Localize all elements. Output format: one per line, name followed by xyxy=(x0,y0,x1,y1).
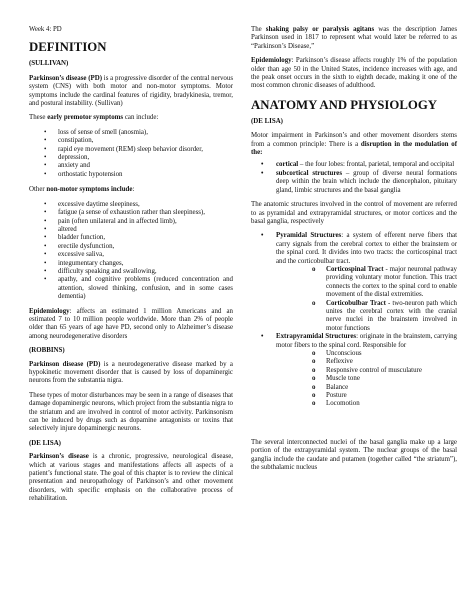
tracts-list xyxy=(312,266,457,333)
list-item: • loss of sense of smell (anosmia), xyxy=(29,129,233,137)
pd-definition-text: is a progressive disorder of the central nervous system (CNS) with both motor and non-motor symptoms. Motor symptoms include the cardinal features of rigidity, bradykinesia, tremor, and postural instability. (Sullivan) xyxy=(29,74,233,108)
list-item: • depression, xyxy=(29,154,233,162)
nonmotor-intro: Other non-motor symptoms include: xyxy=(29,186,135,194)
list-item: o Corticospinal Tract - major neuronal pathway providing voluntary motor function. This tract connects the cortex to the spinal cord to enable movement of the distal extremities. xyxy=(312,266,457,300)
right-column xyxy=(251,26,457,472)
epidemiology-term: Epidemiology xyxy=(251,57,292,65)
left-column xyxy=(29,26,233,504)
list-item: • altered xyxy=(29,226,233,234)
shaking-palsy-paragraph: The shaking palsy or paralysis agitans was the description James Parkinson used in 1817 to represent what would later be referred to as “Parkinson’s Disease,” xyxy=(251,26,457,50)
basal-ganglia-paragraph: The several interconnected nuclei of the basal ganglia make up a large portion of the extrapyramidal system. The nuclear groups of the basal ganglia include the caudate and putamen (together called “the striatum”), the subthalamic nucleus xyxy=(251,438,457,472)
motor-impairment-paragraph: Motor impairment in Parkinson’s and other movement disorders stems from a common principle: There is a disruption in the modulation of the: xyxy=(251,132,457,157)
list-item: o Responsive control of musculature xyxy=(312,367,457,375)
list-item: • rapid eye movement (REM) sleep behavior disorder, xyxy=(29,146,233,154)
list-item: o Posture xyxy=(312,392,457,400)
list-item: o Locomotion xyxy=(312,400,457,408)
delisa-definition-paragraph: Parkinson’s disease is a chronic, progressive, neurological disease, which at various stages and manifestations affects all aspects of a patient’s functional state. The goal of this chapter is to review the clinical presentation and neuropathology of Parkinson’s and other movement disorders, with specific emphasis on the collaborative process of rehabilitation. xyxy=(29,453,233,503)
list-item: • apathy, and cognitive problems (reduced concentration and attention, slowed thinking, confusion, and in some cases dementia) xyxy=(29,276,233,301)
anatomy-heading: ANATOMY AND PHYSIOLOGY xyxy=(251,97,438,112)
list-item: • excessive daytime sleepiness, xyxy=(29,201,233,209)
robbins-term: Parkinson disease (PD) xyxy=(29,360,101,368)
modulation-list xyxy=(251,161,457,195)
responsibilities-list xyxy=(312,350,457,409)
definition-heading: DEFINITION xyxy=(29,40,107,55)
epidemiology-paragraph-right: Epidemiology: Parkinson’s disease affects roughly 1% of the population older than age 50 in the United States, incidence increases with age, and the peak onset occurs in the sixth to eighth decade, making it one of the most common chronic diseases of adulthood. xyxy=(251,57,457,90)
list-item: • anxiety and xyxy=(29,162,233,170)
sullivan-heading: (SULLIVAN) xyxy=(29,60,69,68)
list-item: • pain (often unilateral and in affected limb), xyxy=(29,218,233,226)
list-item: o Corticobulbar Tract - two-neuron path which unites the cerebral cortex with the cranial nerve nuclei in the brainstem involved in motor functions xyxy=(312,300,457,334)
list-item: o Reflexive xyxy=(312,358,457,366)
epidemiology-term: Epidemiology xyxy=(29,307,70,315)
list-item: • Extrapyramidal Structures: originate in the brainstem, carrying motor fibers to the spinal cord. Responsible for o Unconscious o Reflexive o Responsive control of musculature o Muscle tone o Balance o Posture o Locomotion xyxy=(251,333,457,409)
disruption-term: disruption in the modulation of the: xyxy=(251,140,457,157)
list-item: • constipation, xyxy=(29,137,233,145)
nonmotor-term: non-motor symptoms include xyxy=(46,186,133,194)
list-item: • fatigue (a sense of exhaustion rather than sleepiness), xyxy=(29,209,233,217)
list-item: o Balance xyxy=(312,384,457,392)
list-item: • Pyramidal Structures: a system of efferent nerve fibers that carry signals from the cerebral cortex to either the brainstem or the spinal cord. It divides into two tracts: the corticospinal tract and the corticobulbar tract. o Corticospinal Tract - major neuronal pathway providing voluntary motor function. This tract connects the cortex to the spinal cord to enable movement of the distal extremities. o Corticobulbar Tract - two-neuron path which unites the cerebral cortex with the cranial nerve nuclei in the brainstem involved in motor functions xyxy=(251,232,457,333)
delisa-heading-right: (DE LISA) xyxy=(251,117,283,125)
extrapyramidal-term: Extrapyramidal Structures xyxy=(276,333,357,341)
list-item: o Muscle tone xyxy=(312,375,457,383)
shaking-palsy-term: shaking palsy or paralysis agitans xyxy=(265,26,375,33)
premotor-list xyxy=(29,129,233,179)
pd-term: Parkinson’s disease (PD) xyxy=(29,74,102,82)
list-item: • cortical – the four lobes: frontal, parietal, temporal and occipital xyxy=(251,161,457,169)
robbins-definition-paragraph: Parkinson disease (PD) is a neurodegenerative disease marked by a hypokinetic movement disorder that is caused by loss of dopaminergic neurons from the substantia nigra. xyxy=(29,360,233,385)
pyramidal-term: Pyramidal Structures xyxy=(276,232,342,240)
week-label: Week 4: PD xyxy=(29,26,62,33)
premotor-intro: These early premotor symptoms can include: xyxy=(29,114,159,122)
robbins-heading: (ROBBINS) xyxy=(29,347,65,355)
pd-definition-paragraph xyxy=(29,75,233,109)
robbins-paragraph: These types of motor disturbances may be seen in a range of diseases that damage dopaminergic neurons, which project from the substantia nigra to the striatum and are involved in control of motor activity. Parkinsonism can be induced by drugs such as dopamine antagonists or toxins that selectively injure dopaminergic neurons. xyxy=(29,391,233,433)
list-item: • excessive saliva, xyxy=(29,251,233,259)
delisa-term: Parkinson’s disease xyxy=(29,453,89,461)
list-item: o Unconscious xyxy=(312,350,457,358)
list-item: • orthostatic hypotension xyxy=(29,171,233,179)
list-item: • bladder function, xyxy=(29,234,233,242)
premotor-term: early premotor symptoms xyxy=(47,114,124,122)
list-item: • difficulty speaking and swallowing, xyxy=(29,268,233,276)
list-item: • integumentary changes, xyxy=(29,260,233,268)
list-item: • erectile dysfunction, xyxy=(29,243,233,251)
nonmotor-list xyxy=(29,201,233,302)
list-item: • subcortical structures – group of diverse neural formations deep within the brain which include the diencephalon, pituitary gland, limbic structures and the basal ganglia xyxy=(251,170,457,195)
epidemiology-paragraph: Epidemiology: affects an estimated 1 million Americans and an estimated 7 to 10 million people worldwide. More than 2% of people older than 65 years of age have PD, second only to Alzheimer’s disease among neurodegenerative disorders xyxy=(29,307,233,340)
structures-list xyxy=(251,232,457,409)
anatomic-paragraph: The anatomic structures involved in the control of movement are referred to as pyramidal and extrapyramidal structures, or motor cortices and the basal ganglia, respectively xyxy=(251,201,457,225)
delisa-heading-left: (DE LISA) xyxy=(29,439,61,447)
